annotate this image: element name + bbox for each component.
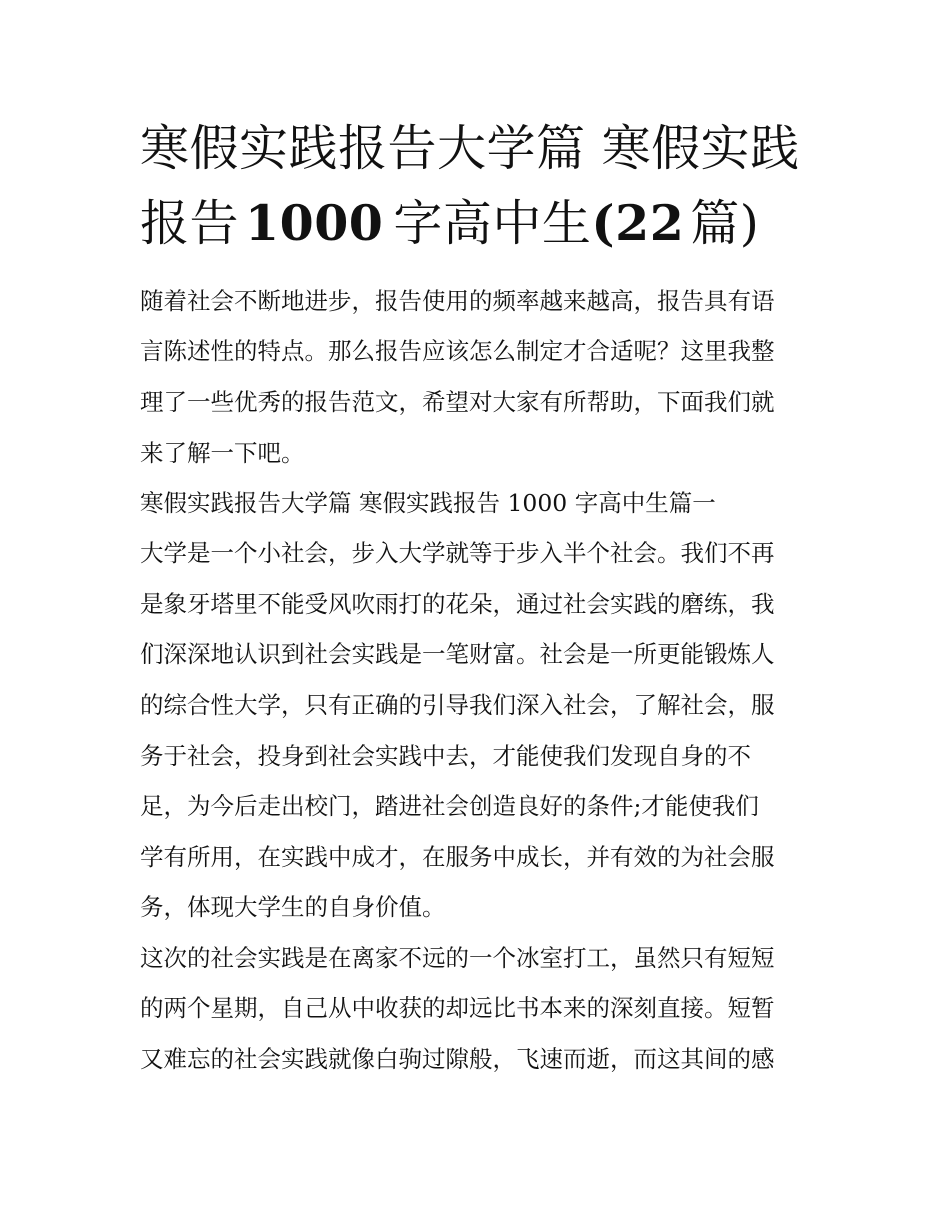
body-line: 这次的社会实践是在离家不远的一个冰室打工，虽然只有短短 — [140, 944, 775, 972]
body-line: 足，为今后走出校门，踏进社会创造良好的条件;才能使我们 — [140, 792, 759, 820]
title-text-2: 字高中生 — [393, 195, 592, 252]
title-text-1: 寒假实践报告大学篇 寒假实践报告 — [140, 120, 800, 252]
body-line: 的综合性大学，只有正确的引导我们深入社会，了解社会，服 — [140, 691, 775, 719]
body-line: 们深深地认识到社会实践是一笔财富。社会是一所更能锻炼人 — [140, 640, 775, 668]
title-number: 1000 — [245, 194, 384, 252]
title-count-suffix: 篇) — [690, 195, 760, 252]
section-heading: 寒假实践报告大学篇 寒假实践报告 1000 字高中生篇一 — [140, 489, 716, 517]
body-line: 务于社会，投身到社会实践中去，才能使我们发现自身的不 — [140, 742, 751, 770]
body-line: 理了一些优秀的报告范文，希望对大家有所帮助，下面我们就 — [140, 388, 775, 416]
body-line: 务，体现大学生的自身价值。 — [140, 893, 446, 921]
body-line: 随着社会不断地进步，报告使用的频率越来越高，报告具有语 — [140, 287, 775, 315]
title-count: (22 — [591, 194, 685, 252]
body-line: 的两个星期，自己从中收获的却远比书本来的深刻直接。短暂 — [140, 994, 775, 1022]
body-line: 言陈述性的特点。那么报告应该怎么制定才合适呢？这里我整 — [140, 337, 775, 365]
body-line: 是象牙塔里不能受风吹雨打的花朵，通过社会实践的磨练，我 — [140, 590, 775, 618]
body-line: 学有所用，在实践中成才，在服务中成长，并有效的为社会服 — [140, 843, 775, 871]
body-line: 大学是一个小社会，步入大学就等于步入半个社会。我们不再 — [140, 539, 775, 567]
body-line: 又难忘的社会实践就像白驹过隙般，飞速而逝，而这其间的感 — [140, 1045, 775, 1073]
body-line: 来了解一下吧。 — [140, 439, 305, 467]
document-title — [140, 112, 820, 261]
